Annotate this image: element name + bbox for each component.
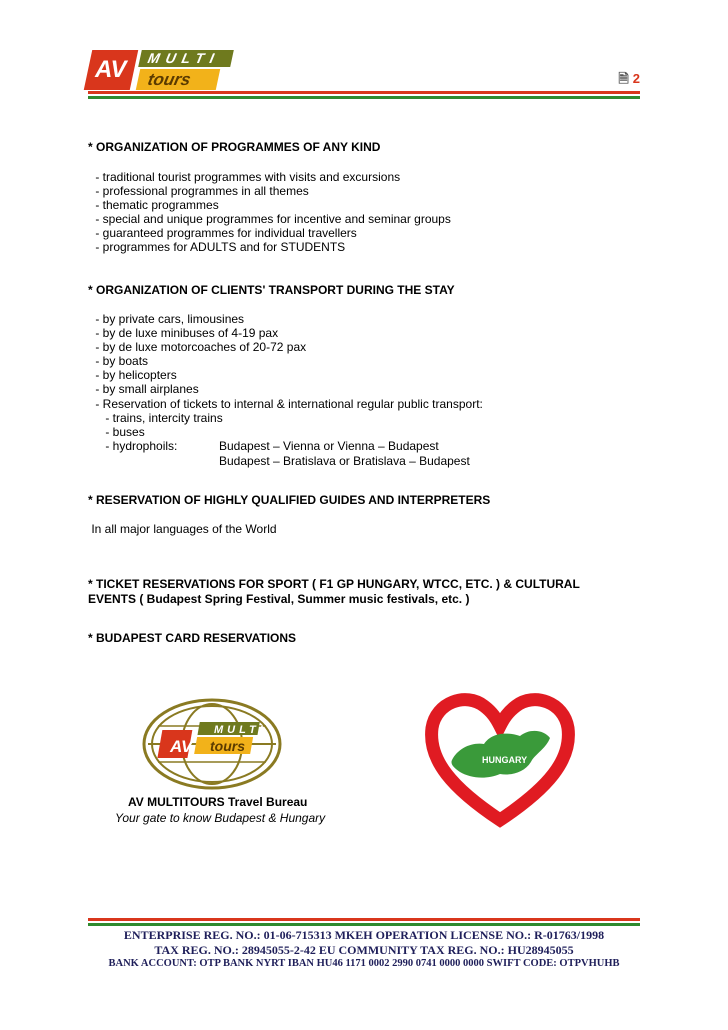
- hydrofoils-label: - hydrophoils:: [92, 439, 178, 453]
- logo-av: AV: [84, 50, 139, 90]
- section-heading-card: * BUDAPEST CARD RESERVATIONS: [88, 631, 297, 645]
- logo-multi: MULTI: [138, 50, 234, 67]
- list-item: - by de luxe minibuses of 4-19 pax: [92, 326, 279, 341]
- footer-tax: TAX REG. NO.: 28945055-2-42 EU COMMUNITY TAX REG. NO.: HU28945055: [154, 943, 574, 957]
- section-heading-transport: * ORGANIZATION OF CLIENTS' TRANSPORT DURING THE STAY: [88, 283, 455, 297]
- section-heading-programmes: * ORGANIZATION OF PROGRAMMES OF ANY KIND: [88, 140, 381, 154]
- list-item: - guaranteed programmes for individual travellers: [92, 226, 357, 241]
- list-item: - Reservation of tickets to internal & international regular public transport:: [92, 396, 483, 411]
- section-heading-tickets-line2: EVENTS ( Budapest Spring Festival, Summer music festivals, etc. ): [88, 592, 470, 606]
- header-stripe-green: [88, 96, 640, 99]
- footer-registration: ENTERPRISE REG. NO.: 01-06-715313 MKEH OPERATION LICENSE NO.: R-01763/1998: [123, 928, 605, 942]
- globe-logo: [142, 698, 282, 790]
- page-number: 🗎 2: [618, 71, 640, 86]
- hungary-label: HUNGARY: [482, 755, 528, 765]
- globe-tours-text: tours: [210, 738, 245, 754]
- list-item: - special and unique programmes for incentive and seminar groups: [92, 212, 451, 227]
- document-icon: 🗎: [618, 71, 629, 86]
- list-item: - by small airplanes: [92, 382, 199, 397]
- guides-text: In all major languages of the World: [88, 522, 277, 536]
- company-name: AV MULTITOURS Travel Bureau: [128, 795, 308, 809]
- globe-multi-text: MULTI: [214, 724, 267, 736]
- globe-av-text: AV: [170, 737, 193, 756]
- hydrofoils-route-vienna: Budapest – Vienna or Vienna – Budapest: [219, 439, 439, 453]
- section-heading-tickets-line1: * TICKET RESERVATIONS FOR SPORT ( F1 GP HUNGARY, WTCC, ETC. ) & CULTURAL: [88, 577, 580, 591]
- header-logo: [88, 50, 236, 90]
- company-slogan: Your gate to know Budapest & Hungary: [115, 811, 326, 825]
- list-item: - traditional tourist programmes with visits and excursions: [92, 170, 401, 184]
- programmes-list: [92, 170, 451, 255]
- list-item: - by private cars, limousines: [92, 312, 245, 326]
- hungary-heart: [422, 688, 578, 828]
- footer-stripe-green: [88, 923, 640, 926]
- transport-list: [92, 312, 483, 439]
- list-item: - by helicopters: [92, 368, 177, 383]
- list-item: - by de luxe motorcoaches of 20-72 pax: [92, 340, 307, 355]
- list-item: - professional programmes in all themes: [92, 184, 309, 199]
- list-item: - by boats: [92, 354, 149, 369]
- list-item: - programmes for ADULTS and for STUDENTS: [92, 240, 346, 255]
- list-item: - trains, intercity trains: [92, 410, 223, 425]
- list-item: - buses: [92, 424, 145, 439]
- footer-bank: BANK ACCOUNT: OTP BANK NYRT IBAN HU46 1171 0002 2990 0741 0000 0000 SWIFT CODE: OTPVHUHB: [108, 958, 620, 969]
- hydrofoils-route-bratislava: Budapest – Bratislava or Bratislava – Budapest: [219, 454, 470, 468]
- list-item: - thematic programmes: [92, 198, 219, 213]
- logo-tours: tours: [136, 69, 220, 90]
- section-heading-guides: * RESERVATION OF HIGHLY QUALIFIED GUIDES AND INTERPRETERS: [88, 493, 491, 507]
